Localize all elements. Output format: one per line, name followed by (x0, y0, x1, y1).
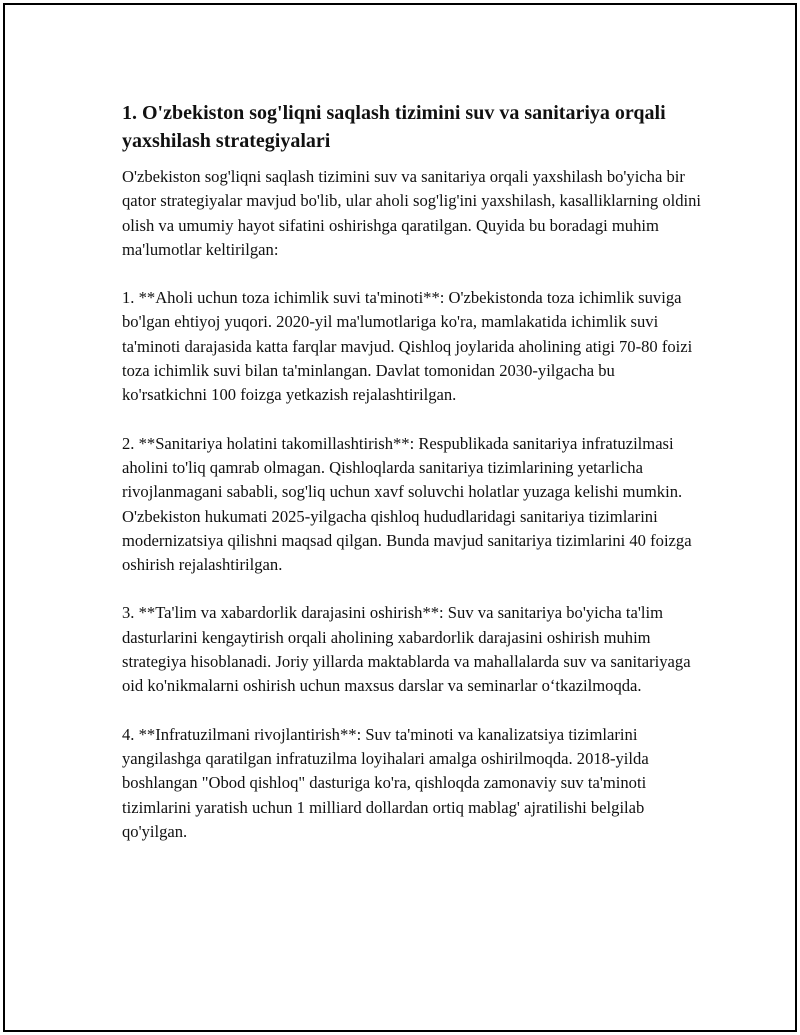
point-2-paragraph: 2. **Sanitariya holatini takomillashtirish**: Respublikada sanitariya infratuzilmasi aholini to'liq qamrab olmagan. Qishloqlarda sanitariya tizimlarining yetarlicha rivojlanmagani sababli, sog'liq uchun xavf soluvchi holatlar yuzaga kelishi mumkin. O'zbekiston hukumati 2025-yilgacha qishloq hududlaridagi sanitariya tizimlarini modernizatsiya qilishni maqsad qilgan. Bunda mavjud sanitariya tizimlarini 40 foizga oshirish rejalashtirilgan. (122, 433, 692, 575)
intro-paragraph: O'zbekiston sog'liqni saqlash tizimini suv va sanitariya orqali yaxshilash bo'yicha bir qator strategiyalar mavjud bo'lib, ular aholi sog'lig'ini yaxshilash, kasalliklarning oldini olish va umumiy hayot sifatini oshirishga qaratilgan. Quyida bu boradagi muhim ma'lumotlar keltirilgan: (122, 167, 702, 259)
point-3-paragraph: 3. **Ta'lim va xabardorlik darajasini oshirish**: Suv va sanitariya bo'yicha ta'lim dasturlarini kengaytirish orqali aholining xabardorlik darajasini oshirish muhim strategiya hisoblanadi. Joriy yillarda maktablarda va mahallalarda suv va sanitariyaga oid ko'nikmalarni oshirish uchun maxsus darslar va seminarlar o‘tkazilmoqda. (122, 603, 691, 696)
page-frame (3, 3, 797, 1032)
document-title: 1. O'zbekiston sog'liqni saqlash tizimini suv va sanitariya orqali yaxshilash strategiyalari (122, 102, 666, 152)
point-4-paragraph: 4. **Infratuzilmani rivojlantirish**: Suv ta'minoti va kanalizatsiya tizimlarini yangilashga qaratilgan infratuzilma loyihalari amalga oshirilmoqda. 2018-yilda boshlangan "Obod qishloq" dasturiga ko'ra, qishloqda zamonaviy suv ta'minoti tizimlarini yaratish uchun 1 milliard dollardan ortiq mablag' ajratilishi belgilab qo'yilgan. (122, 724, 649, 841)
point-1-paragraph: 1. **Aholi uchun toza ichimlik suvi ta'minoti**: O'zbekistonda toza ichimlik suviga bo'lgan ehtiyoj yuqori. 2020-yil ma'lumotlariga ko'ra, mamlakatida ichimlik suvi ta'minoti darajasida katta farqlar mavjud. Qishloq joylarida aholining atigi 70-80 foizi toza ichimlik suvi bilan ta'minlangan. Davlat tomonidan 2030-yilgacha bu ko'rsatkichni 100 foizga yetkazish rejalashtirilgan. (122, 288, 693, 405)
document-body (122, 99, 702, 868)
